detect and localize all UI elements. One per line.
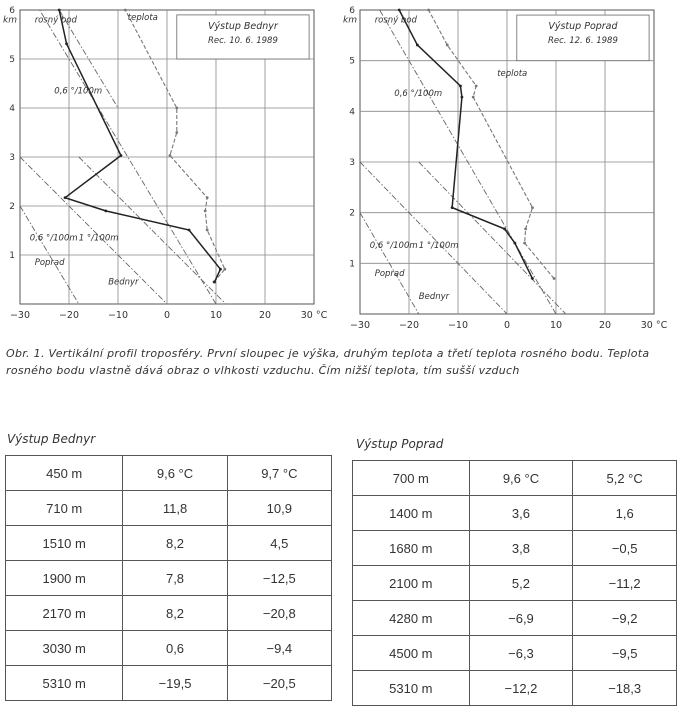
temperature-cell: 3,6 (469, 496, 573, 531)
series-point (223, 268, 226, 271)
chart-bednyr-svg (2, 2, 342, 332)
annotation-label: Poprad (34, 257, 65, 268)
y-tick-label: 5 (9, 55, 15, 65)
table-row (6, 631, 332, 666)
y-tick-label: 4 (349, 107, 355, 118)
chart-title: Výstup Poprad (548, 21, 618, 33)
series-point (120, 154, 123, 157)
temperature-cell: 9,6 °C (469, 461, 573, 496)
figure-caption: Obr. 1. Vertikální profil troposféry. První sloupec je výška, druhým teplota a třetí teplota rosného bodu. Teplota rosného bodu vlastně dává obraz o vlhkosti vzduchu. Čím nižší teplota, tím sušší vzduch (6, 347, 650, 377)
series-point (398, 9, 401, 12)
annotation-label: 0,6 °/100m (394, 89, 443, 100)
table-row (6, 596, 332, 631)
annotation-label: Bednyr (418, 291, 450, 302)
y-tick-label: 6 (349, 6, 355, 16)
y-tick-label: 1 (9, 251, 15, 261)
series-point (64, 196, 67, 199)
temperature-cell: 0,6 (123, 631, 227, 666)
series-point (124, 9, 127, 12)
annotation-label: teplota (127, 12, 158, 23)
series-point (175, 131, 178, 134)
x-tick-label: 20 (598, 320, 612, 331)
annotation-label: 1 °/100m (78, 233, 119, 244)
table-row (353, 461, 677, 496)
annotation-label: Bednyr (108, 277, 139, 288)
chart-poprad (343, 2, 676, 332)
annotation-label: Poprad (374, 269, 405, 279)
series-point (461, 96, 464, 99)
table-row (353, 671, 677, 706)
dewpoint-cell: 1,6 (573, 496, 677, 531)
temperature-cell: −6,3 (469, 636, 573, 671)
series-point (169, 154, 172, 157)
series-point (451, 206, 454, 209)
y-tick-label: 2 (9, 202, 15, 212)
table-row (353, 531, 677, 566)
series-point (446, 44, 449, 47)
temperature-cell: 5,2 (469, 566, 573, 601)
altitude-cell: 1400 m (353, 496, 470, 531)
annotation-label: 0,6 °/100m (29, 233, 78, 244)
series-line-dewpoint (399, 10, 532, 279)
y-tick-label: 3 (349, 158, 355, 168)
x-tick-label: 30 °C (640, 320, 668, 331)
chart-subtitle: Rec. 12. 6. 1989 (548, 36, 618, 47)
dewpoint-cell: −20,8 (227, 596, 331, 631)
y-tick-label: 6 (9, 6, 15, 16)
table-title-bednyr: Výstup Bednyr (7, 432, 96, 446)
x-tick-label: 0 (503, 320, 511, 331)
altitude-cell: 710 m (6, 491, 123, 526)
chart-bednyr (2, 2, 342, 332)
chart-title: Výstup Bednyr (208, 20, 278, 32)
y-axis-label: km (343, 15, 357, 26)
altitude-cell: 1900 m (6, 561, 123, 596)
table-row (353, 601, 677, 636)
y-tick-label: 4 (9, 104, 15, 114)
table-row (6, 491, 332, 526)
dewpoint-cell: −0,5 (573, 531, 677, 566)
y-axis-label: km (3, 15, 17, 26)
chart-subtitle: Rec. 10. 6. 1989 (208, 35, 278, 46)
annotation-label: teplota (497, 68, 528, 79)
series-point (65, 42, 68, 45)
altitude-cell: 450 m (6, 456, 123, 491)
table-row (6, 561, 332, 596)
series-point (531, 277, 534, 280)
dewpoint-cell: 10,9 (227, 491, 331, 526)
table-row (6, 526, 332, 561)
annotation-label: rosný bod (34, 15, 77, 26)
x-tick-label: −10 (107, 310, 129, 321)
series-point (513, 242, 516, 245)
altitude-cell: 2100 m (353, 566, 470, 601)
series-point (219, 268, 222, 271)
x-tick-label: 30 °C (300, 310, 328, 321)
y-tick-label: 5 (349, 56, 355, 67)
dewpoint-cell: −18,3 (573, 671, 677, 706)
temperature-cell: 11,8 (123, 491, 227, 526)
series-point (206, 229, 209, 232)
table-poprad (352, 460, 677, 706)
series-point (524, 227, 527, 230)
x-tick-label: −30 (349, 320, 371, 331)
series-point (188, 229, 191, 232)
dewpoint-cell: −11,2 (573, 566, 677, 601)
table-row (6, 666, 332, 701)
temperature-cell: −12,2 (469, 671, 573, 706)
annotation-label: 0,6 °/100m (369, 241, 418, 252)
altitude-cell: 1510 m (6, 526, 123, 561)
table-row (353, 566, 677, 601)
series-point (416, 44, 419, 47)
y-tick-label: 1 (349, 259, 355, 270)
series-point (553, 277, 556, 280)
series-point (523, 242, 526, 245)
dewpoint-cell: 9,7 °C (227, 456, 331, 491)
altitude-cell: 5310 m (6, 666, 123, 701)
temperature-cell: 7,8 (123, 561, 227, 596)
series-point (104, 210, 107, 213)
x-tick-label: 20 (258, 310, 272, 321)
table-row (6, 456, 332, 491)
dewpoint-cell: −12,5 (227, 561, 331, 596)
series-point (213, 281, 216, 284)
temperature-cell: −6,9 (469, 601, 573, 636)
chart-poprad-svg (343, 2, 676, 332)
altitude-cell: 4500 m (353, 636, 470, 671)
temperature-cell: 8,2 (123, 596, 227, 631)
series-point (459, 85, 462, 88)
altitude-cell: 5310 m (353, 671, 470, 706)
altitude-cell: 1680 m (353, 531, 470, 566)
series-point (175, 107, 178, 110)
x-tick-label: 10 (209, 310, 223, 321)
series-point (204, 210, 207, 213)
dewpoint-cell: −9,5 (573, 636, 677, 671)
altitude-cell: 4280 m (353, 601, 470, 636)
temperature-cell: 8,2 (123, 526, 227, 561)
series-point (475, 85, 478, 88)
x-tick-label: −20 (58, 310, 80, 321)
y-tick-label: 3 (9, 153, 15, 163)
altitude-cell: 3030 m (6, 631, 123, 666)
temperature-cell: −19,5 (123, 666, 227, 701)
annotation-label: rosný bod (374, 15, 417, 26)
dewpoint-cell: 5,2 °C (573, 461, 677, 496)
x-tick-label: −20 (398, 320, 420, 331)
reference-line (79, 157, 226, 304)
y-tick-label: 2 (349, 208, 355, 219)
x-tick-label: 0 (163, 310, 171, 321)
series-point (427, 9, 430, 12)
dewpoint-cell: −20,5 (227, 666, 331, 701)
temperature-cell: 3,8 (469, 531, 573, 566)
altitude-cell: 2170 m (6, 596, 123, 631)
x-tick-label: −30 (9, 310, 31, 321)
reference-line (20, 157, 167, 304)
table-row (353, 496, 677, 531)
series-point (206, 196, 209, 199)
dewpoint-cell: 4,5 (227, 526, 331, 561)
series-point (531, 206, 534, 209)
table-bednyr (5, 455, 332, 701)
table-title-poprad: Výstup Poprad (356, 437, 444, 451)
table-row (353, 636, 677, 671)
series-point (472, 96, 475, 99)
altitude-cell: 700 m (353, 461, 470, 496)
temperature-cell: 9,6 °C (123, 456, 227, 491)
annotation-label: 1 °/100m (418, 241, 459, 252)
series-point (58, 9, 61, 12)
x-tick-label: 10 (549, 320, 563, 331)
x-tick-label: −10 (447, 320, 469, 331)
dewpoint-cell: −9,2 (573, 601, 677, 636)
dewpoint-cell: −9,4 (227, 631, 331, 666)
annotation-label: 0,6 °/100m (54, 86, 103, 97)
series-point (503, 227, 506, 230)
